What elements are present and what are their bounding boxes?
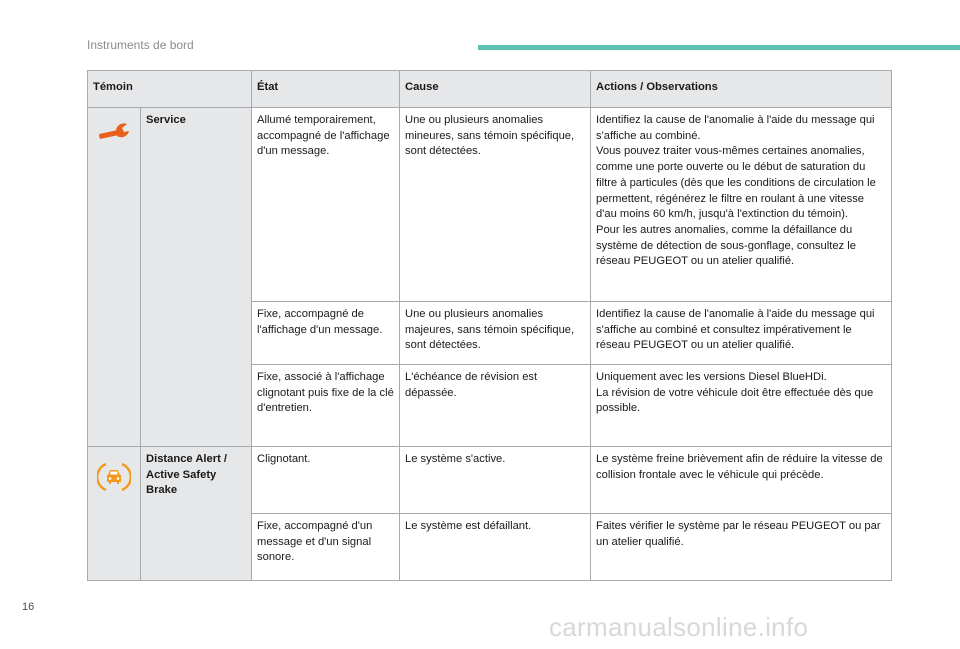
table-cell-cause: L'échéance de révision est dépassée. — [400, 365, 591, 447]
table-cell-state: Clignotant. — [252, 447, 400, 514]
table-cell-cause: Le système est défaillant. — [400, 514, 591, 581]
table-header-row — [88, 71, 892, 108]
table-cell-cause: Une ou plusieurs anomalies majeures, sans témoin spécifique, sont détectées. — [400, 302, 591, 365]
collision-alert-icon — [97, 460, 131, 500]
distance-alert-icon-cell — [88, 447, 141, 581]
table-row — [88, 447, 892, 514]
wrench-icon — [97, 121, 131, 149]
column-header-etat: État — [252, 71, 400, 108]
table-cell-action: Identifiez la cause de l'anomalie à l'aide du message qui s'affiche au combiné et consultez impérativement le réseau PEUGEOT ou un atelier qualifié. — [591, 302, 892, 365]
table-cell-action: Identifiez la cause de l'anomalie à l'aide du message qui s'affiche au combiné. Vous pouvez traiter vous-mêmes certaines anomalies, comme une porte ouverte ou le début de saturation du filtre à particules (dès que les conditions de circulation le permettent, régénérez le filtre en roulant à une vitesse d'au moins 60 km/h, jusqu'à l'extinction du témoin). Pour les autres anomalies, comme la défaillance du système de détection de sous-gonflage, consultez le réseau PEUGEOT ou un atelier qualifié. — [591, 108, 892, 302]
header-accent-bar — [478, 45, 960, 50]
table-cell-action: Uniquement avec les versions Diesel BlueHDi. La révision de votre véhicule doit être effectuée dès que possible. — [591, 365, 892, 447]
service-icon-cell — [88, 108, 141, 447]
distance-alert-name-line: Brake — [146, 484, 178, 497]
table-cell-state: Fixe, associé à l'affichage clignotant puis fixe de la clé d'entretien. — [252, 365, 400, 447]
page-number: 16 — [22, 601, 35, 613]
table-cell-state: Fixe, accompagné d'un message et d'un signal sonore. — [252, 514, 400, 581]
table-cell-state: Fixe, accompagné de l'affichage d'un message. — [252, 302, 400, 365]
service-name: Service — [141, 108, 252, 447]
column-header-temoin: Témoin — [88, 71, 252, 108]
warning-lights-table — [87, 70, 892, 581]
table-cell-cause: Le système s'active. — [400, 447, 591, 514]
distance-alert-name-line: Distance Alert / — [146, 453, 228, 465]
table-cell-state: Allumé temporairement, accompagné de l'affichage d'un message. — [252, 108, 400, 302]
column-header-actions: Actions / Observations — [591, 71, 892, 108]
distance-alert-name — [141, 447, 252, 581]
column-header-cause: Cause — [400, 71, 591, 108]
distance-alert-name-line: Active Safety — [146, 468, 217, 481]
table-cell-action: Le système freine brièvement afin de réduire la vitesse de collision frontale avec le véhicule qui précède. — [591, 447, 892, 514]
table-row — [88, 108, 892, 302]
section-title: Instruments de bord — [87, 38, 194, 52]
watermark: carmanualsonline.info — [549, 612, 809, 642]
table-cell-action: Faites vérifier le système par le réseau PEUGEOT ou par un atelier qualifié. — [591, 514, 892, 581]
table-cell-cause: Une ou plusieurs anomalies mineures, sans témoin spécifique, sont détectées. — [400, 108, 591, 302]
